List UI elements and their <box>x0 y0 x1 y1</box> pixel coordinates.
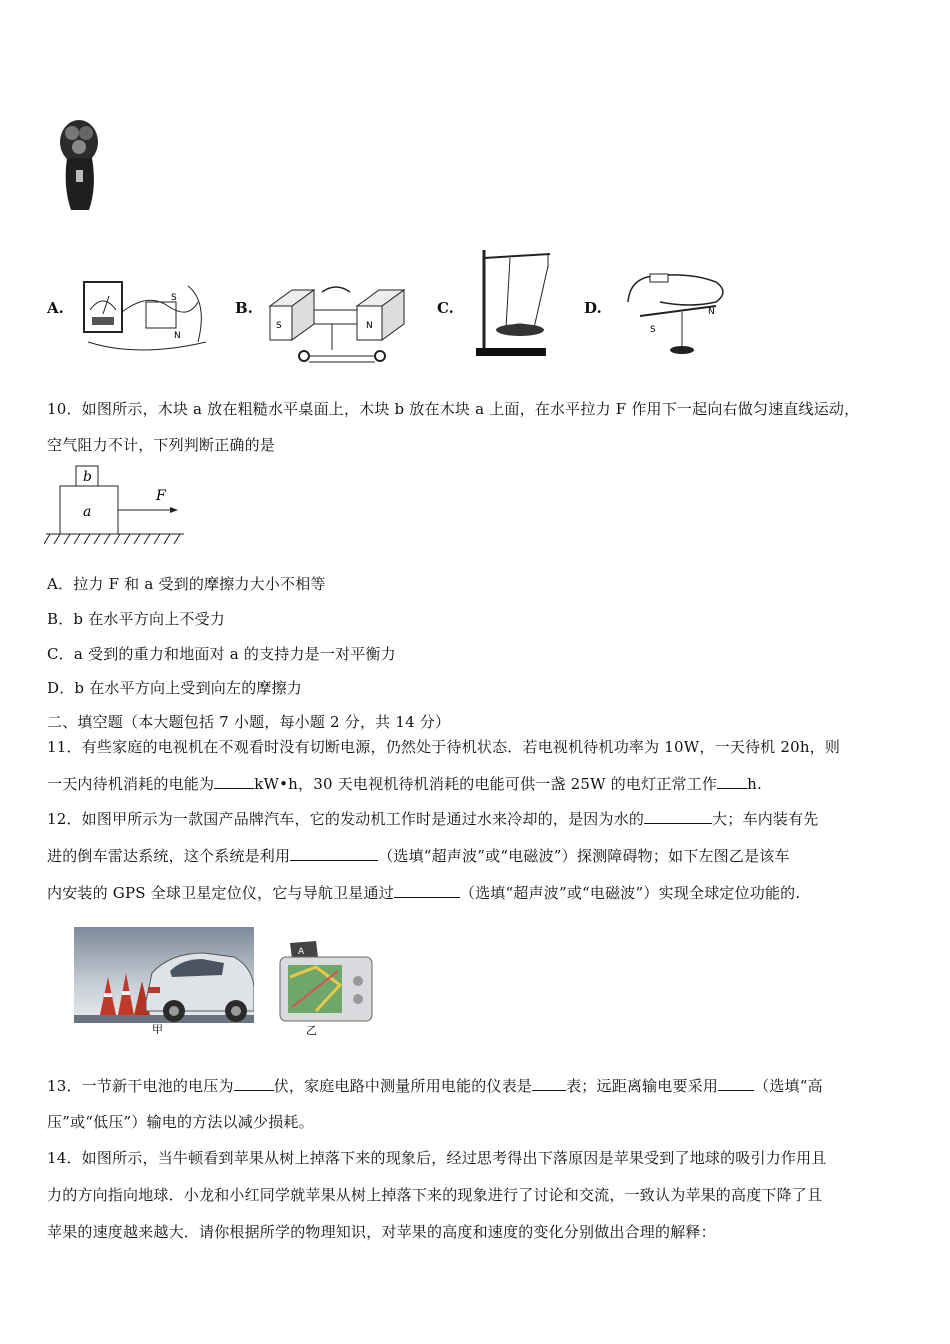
q10-blocks-figure <box>44 460 189 550</box>
q13-blank-2[interactable] <box>532 1076 566 1091</box>
q12-line2-part1: 进的倒车雷达系统，这个系统是利用 <box>47 847 291 865</box>
q13-blank-3[interactable] <box>718 1076 754 1091</box>
q14-line3: 苹果的速度越来越大．请你根据所学的物理知识，对苹果的高度和速度的变化分别做出合理的解释： <box>47 1223 716 1241</box>
q14-line1: 14．如图所示，当牛顿看到苹果从树上掉落下来的现象后，经过思考得出下落原因是苹果受到了地球的吸引力作用且 <box>47 1149 827 1167</box>
q11-line2 <box>47 773 762 794</box>
q12-blank-3[interactable] <box>394 883 460 898</box>
q10-fig-label-b: b <box>83 469 92 485</box>
q11-line2-part1: 一天内待机消耗的电能为 <box>47 775 215 793</box>
q11-line1: 11．有些家庭的电视机在不观看时没有切断电源，仍然处于待机状态．若电视机待机功率为 10W，一天待机 20h，则 <box>47 738 841 756</box>
q10-fig-label-a: a <box>83 504 92 520</box>
q9-option-d-label: D. <box>584 299 602 317</box>
svg-text:N: N <box>366 321 373 331</box>
q12-line3-part2: （选填“超声波”或“电磁波”）实现全球定位功能的. <box>459 884 801 902</box>
electric-shaver-image <box>55 112 105 217</box>
q13-line1-part4: （选填“高 <box>754 1077 823 1095</box>
figure-c-hanging-frame <box>462 244 558 362</box>
q11-line2-part3: h. <box>747 775 762 793</box>
q11-blank-1[interactable] <box>214 774 254 789</box>
q12-line3 <box>47 882 800 903</box>
section2-heading: 二、填空题（本大题包括 7 小题，每小题 2 分，共 14 分） <box>47 713 451 731</box>
q12-line1 <box>47 808 819 829</box>
svg-text:N: N <box>708 307 715 317</box>
q12-line1-part2: 大；车内装有先 <box>712 810 819 828</box>
q12-line3-part1: 内安装的 GPS 全球卫星定位仪，它与导航卫星通过 <box>47 884 394 902</box>
q12-line2-part2: （选填“超声波”或“电磁波”）探测障碍物；如下左图乙是该车 <box>378 847 790 865</box>
q10-fig-label-f: F <box>156 488 166 504</box>
q13-blank-1[interactable] <box>234 1076 274 1091</box>
q10-stem-line1: 10．如图所示，木块 a 放在粗糙水平桌面上，木块 b 放在木块 a 上面，在水平拉力 F 作用下一起向右做匀速直线运动， <box>47 400 860 418</box>
q12-fig-label-yi: 乙 <box>306 1024 317 1037</box>
q12-line2 <box>47 845 790 866</box>
q12-gps-device-image <box>276 937 376 1037</box>
q10-stem-line2: 空气阻力不计，下列判断正确的是 <box>47 436 276 454</box>
q12-car-image <box>74 927 254 1035</box>
q12-blank-2[interactable] <box>290 846 378 861</box>
figure-d-wire-compass <box>620 262 732 362</box>
q10-option-b: B．b 在水平方向上不受力 <box>47 610 225 628</box>
q10-option-c: C．a 受到的重力和地面对 a 的支持力是一对平衡力 <box>47 645 396 663</box>
svg-text:N: N <box>174 331 181 341</box>
q13-line1-part2: 伏，家庭电路中测量所用电能的仪表是 <box>273 1077 533 1095</box>
svg-text:S: S <box>171 293 177 303</box>
q13-line1-part3: 表；远距离输电要采用 <box>566 1077 719 1095</box>
q11-line2-part2: kW•h，30 天电视机待机消耗的电能可供一盏 25W 的电灯正常工作 <box>254 775 718 793</box>
q13-line1 <box>47 1075 823 1096</box>
q9-option-b-label: B. <box>235 299 253 317</box>
figure-a-galvanometer-coil <box>78 272 210 360</box>
q12-fig-label-jia: 甲 <box>152 1023 163 1035</box>
q11-blank-2[interactable] <box>717 774 747 789</box>
q13-line2: 压”或“低压”）输电的方法以减少损耗。 <box>47 1113 314 1131</box>
q12-blank-1[interactable] <box>644 809 712 824</box>
q14-line2: 力的方向指向地球．小龙和小红同学就苹果从树上掉落下来的现象进行了讨论和交流，一致认为苹果的高度下降了且 <box>47 1186 823 1204</box>
q12-line1-part1: 12．如图甲所示为一款国产品牌汽车，它的发动机工作时是通过水来冷却的，是因为水的 <box>47 810 645 828</box>
svg-text:S: S <box>276 321 282 331</box>
q13-line1-part1: 13．一节新干电池的电压为 <box>47 1077 234 1095</box>
q9-option-a-label: A. <box>47 299 64 317</box>
q10-option-a: A．拉力 F 和 a 受到的摩擦力大小不相等 <box>47 575 326 593</box>
figure-b-motor-magnets <box>262 276 412 368</box>
svg-text:S: S <box>650 325 656 335</box>
q9-option-c-label: C. <box>437 299 454 317</box>
q10-option-d: D．b 在水平方向上受到向左的摩擦力 <box>47 679 302 697</box>
svg-text:A: A <box>298 947 305 957</box>
